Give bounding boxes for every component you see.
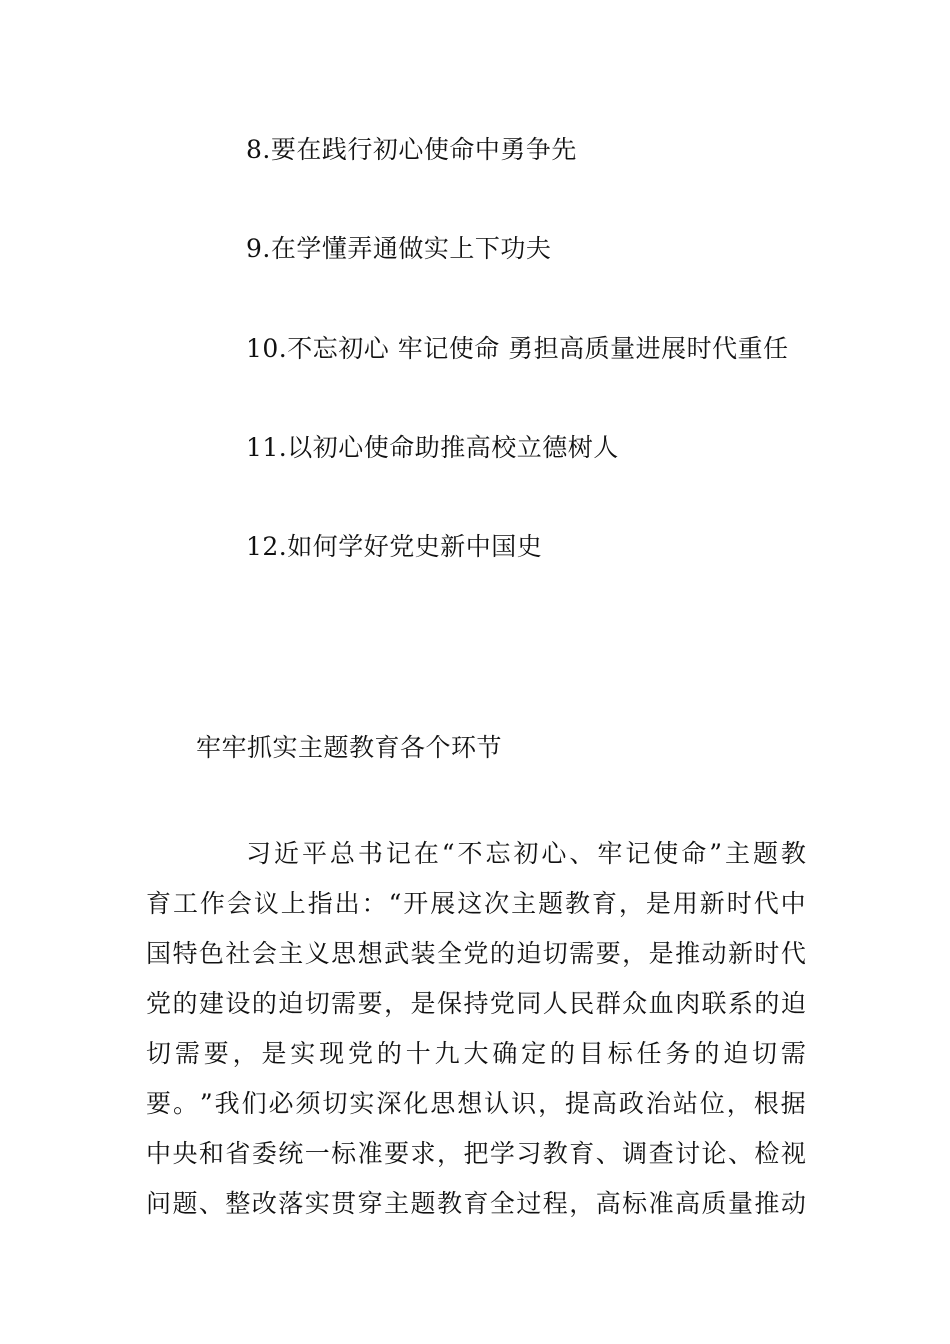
- paragraph-line: 育 工 作 会 议 上 指 出 ： “ 开 展 这 次 主 题 教 育 ， 是 用 新 时 代 中: [146, 889, 806, 918]
- paragraph-line: 切 需 要 ， 是 实 现 党 的 十 九 大 确 定 的 目 标 任 务 的 迫 切 需: [146, 1039, 806, 1068]
- paragraph-line: 中 央 和 省 委 统 一 标 准 要 求 ， 把 学 习 教 育 、 调 查 讨 论 、 检 视: [146, 1139, 806, 1168]
- list-item: 8.要在践行初心使命中勇争先: [246, 135, 577, 164]
- paragraph-line: 国 特 色 社 会 主 义 思 想 武 装 全 党 的 迫 切 需 要 ， 是 推 动 新 时 代: [146, 939, 806, 968]
- list-item: 10.不忘初心 牢记使命 勇担高质量进展时代重任: [246, 334, 789, 363]
- list-item: 11.以初心使命助推高校立德树人: [246, 433, 619, 462]
- list-item: 12.如何学好党史新中国史: [246, 532, 543, 561]
- paragraph-line: 党 的 建 设 的 迫 切 需 要 ， 是 保 持 党 同 人 民 群 众 血 肉 联 系 的 迫: [146, 989, 806, 1018]
- paragraph-line: 习 近 平 总 书 记 在 “ 不 忘 初 心 、 牢 记 使 命 ” 主 题 教: [246, 839, 806, 868]
- paragraph-line: 要 。 ” 我 们 必 须 切 实 深 化 思 想 认 识 ， 提 高 政 治 站 位 ， 根 据: [146, 1089, 806, 1118]
- section-title: 牢牢抓实主题教育各个环节: [196, 733, 503, 762]
- body-paragraph: [146, 829, 806, 1229]
- list-item: 9.在学懂弄通做实上下功夫: [246, 234, 552, 263]
- paragraph-line: 问 题 、 整 改 落 实 贯 穿 主 题 教 育 全 过 程 ， 高 标 准 高 质 量 推 动: [146, 1189, 806, 1218]
